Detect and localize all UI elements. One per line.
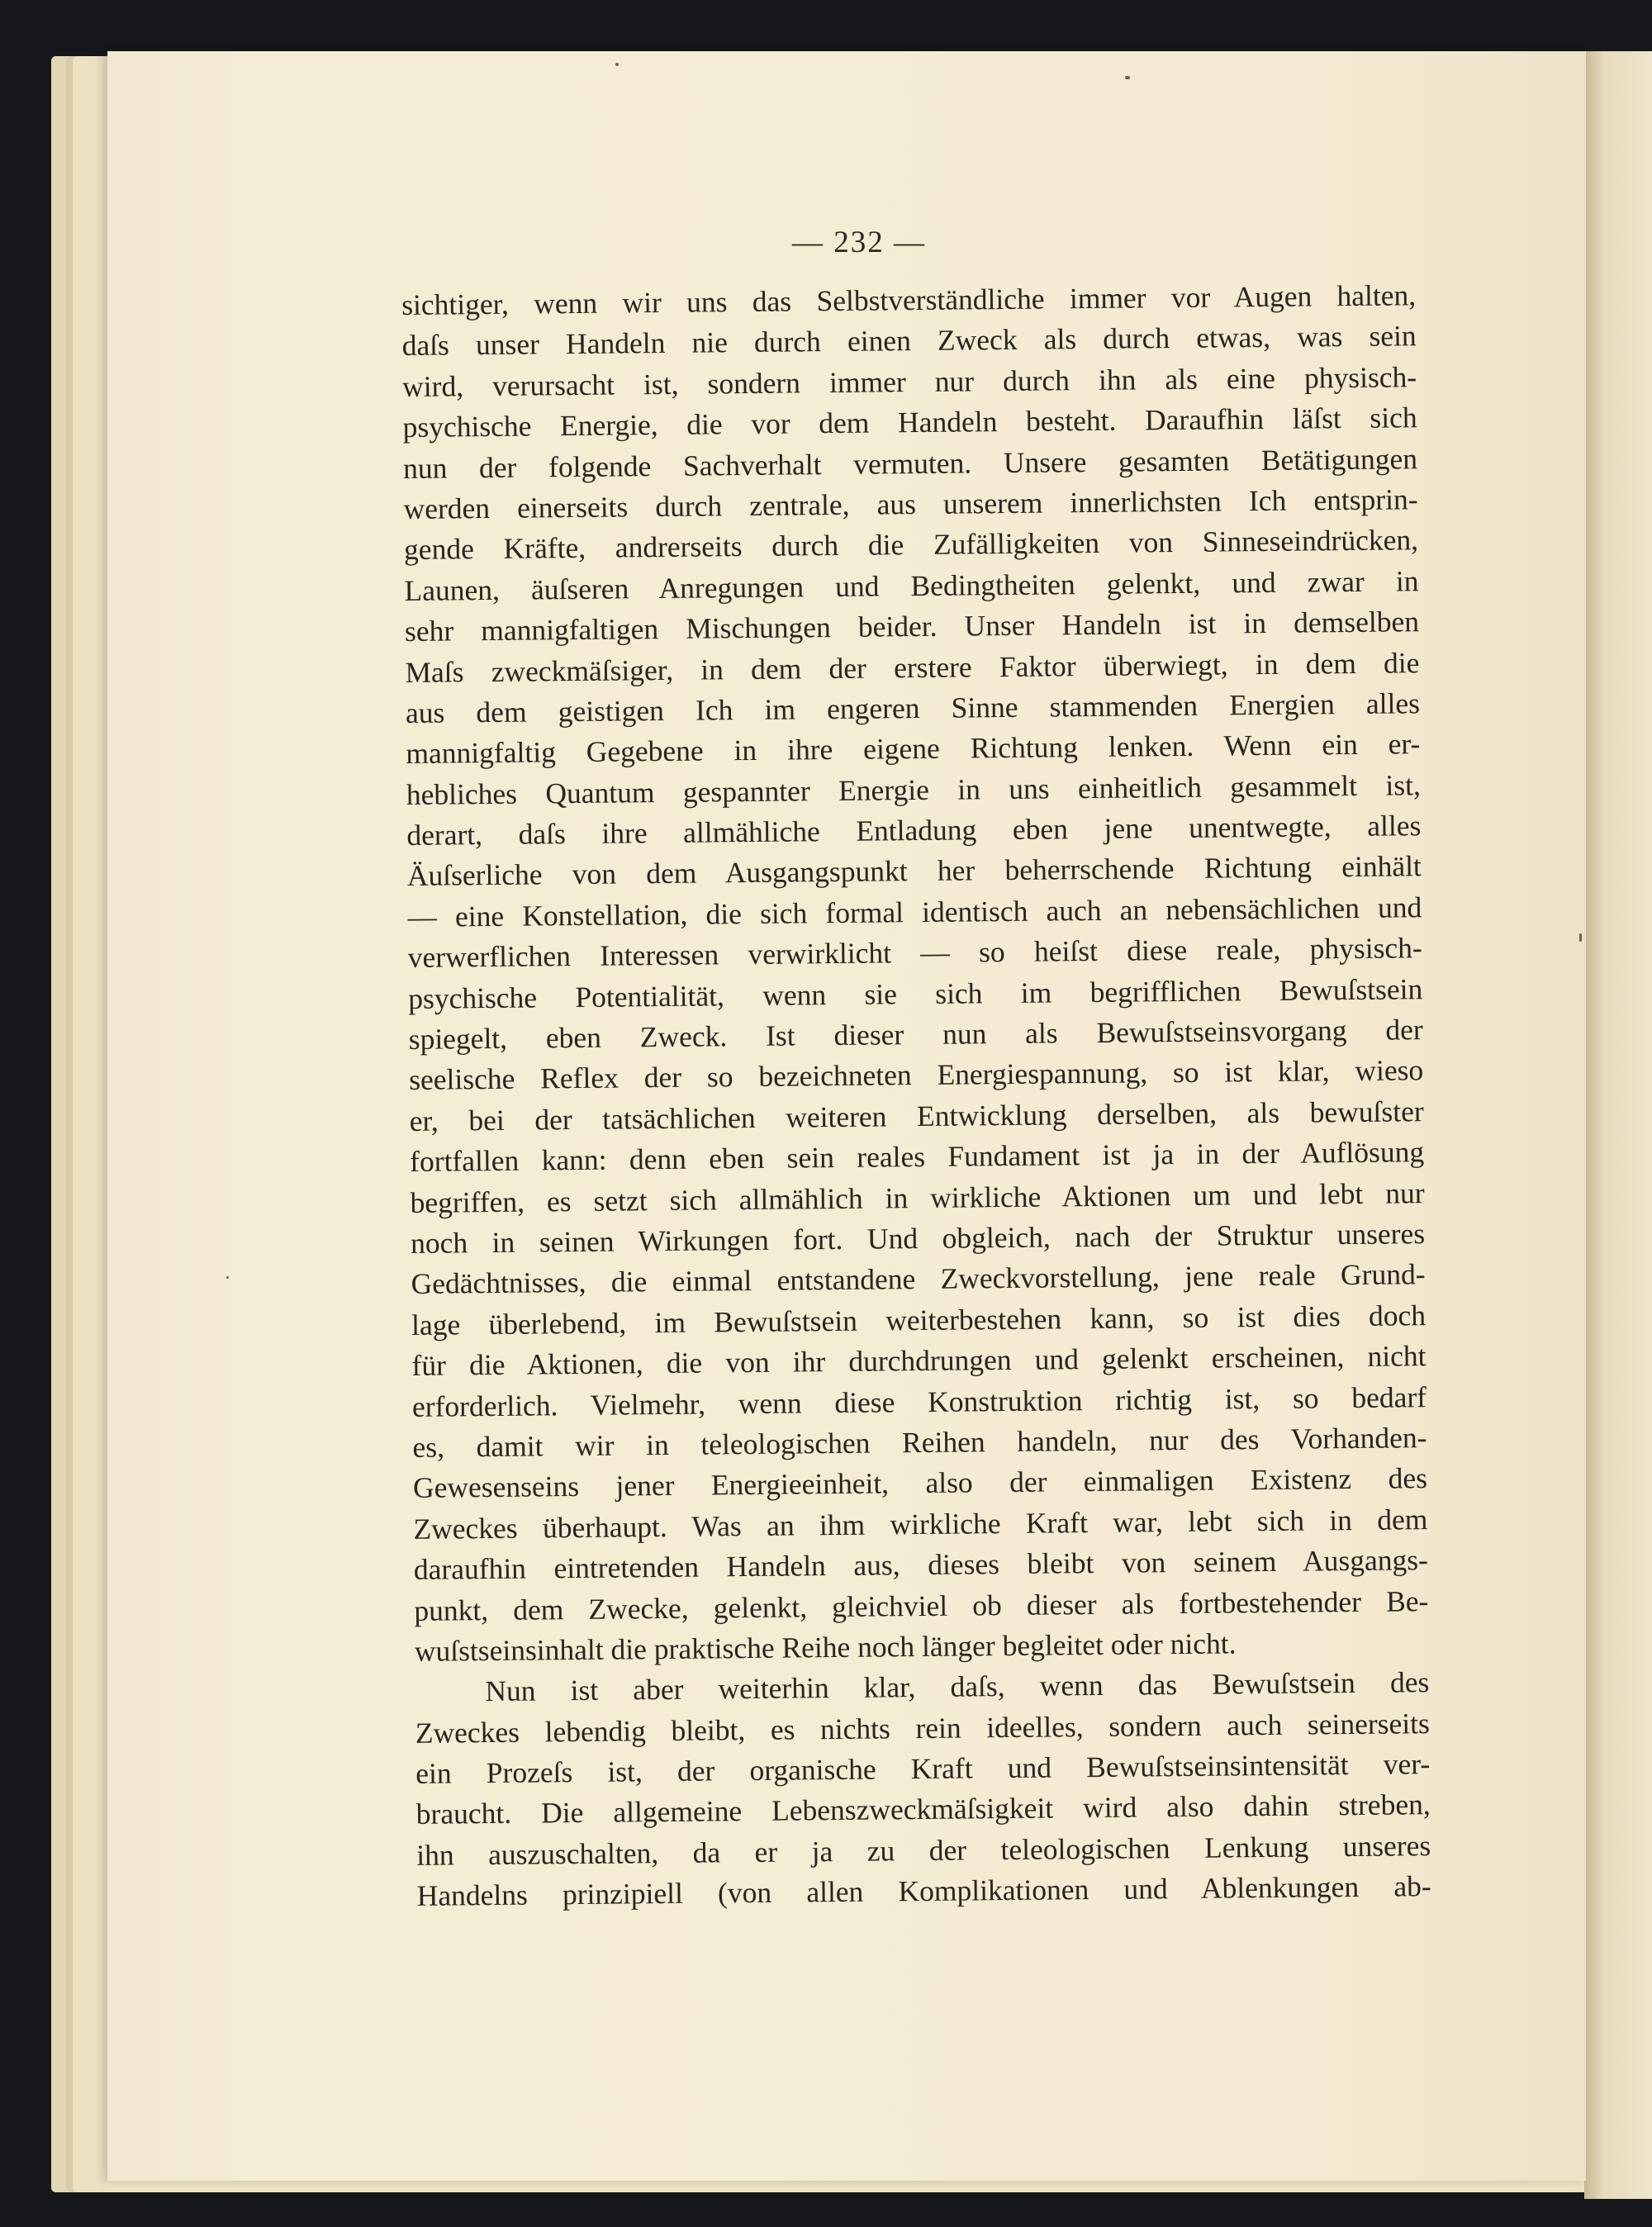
body-text (401, 275, 1431, 1916)
text-line: begriffen, es setzt sich allmählich in wirkliche Aktionen um und lebt nur (410, 1175, 1425, 1219)
text-line: psychische Energie, die vor dem Handeln besteht. Daraufhin läſst sich (402, 401, 1417, 444)
text-line: psychische Potentialität, wenn sie sich im begrifflichen Bewuſstsein (408, 971, 1423, 1015)
text-line: sichtiger, wenn wir uns das Selbstverständliche immer vor Augen halten, (401, 278, 1417, 321)
text-line: Launen, äuſseren Anregungen und Bedingtheiten gelenkt, und zwar in (404, 563, 1419, 607)
text-line: gende Kräfte, andrerseits durch die Zufälligkeiten von Sinneseindrücken, (403, 523, 1419, 567)
text-line: Äuſserliche von dem Ausgangspunkt her beherrschende Richtung einhält (406, 849, 1422, 893)
text-line: wird, verursacht ist, sondern immer nur durch ihn als eine physisch- (401, 359, 1417, 403)
text-line: aus dem geistigen Ich im engeren Sinne stammenden Energien alles (405, 686, 1421, 729)
text-line: punkt, dem Zwecke, gelenkt, gleichviel ob dieser als fortbestehender Be- (414, 1584, 1429, 1627)
text-line: sehr mannigfaltigen Mischungen beider. Unser Handeln ist in demselben (404, 605, 1420, 648)
facing-page-edge (1584, 51, 1652, 2199)
text-line: hebliches Quantum gespannter Energie in uns einheitlich gesammelt ist, (406, 767, 1422, 811)
text-line: daſs unser Handeln nie durch einen Zweck als durch etwas, was sein (401, 319, 1417, 363)
paper-speck (1579, 933, 1582, 942)
paragraph-start-line: Nun ist aber weiterhin klar, daſs, wenn das Bewuſstsein des (485, 1665, 1430, 1708)
text-line: braucht. Die allgemeine Lebenszweckmäſsigkeit wird also dahin streben, (415, 1788, 1431, 1831)
text-line: für die Aktionen, die von ihr durchdrungen und gelenkt erscheinen, nicht (411, 1339, 1427, 1383)
text-line: ihn auszuschalten, da er ja zu der teleologischen Lenkung unseres (416, 1828, 1431, 1872)
text-line: derart, daſs ihre allmähliche Entladung eben jene unentwegte, alles (406, 809, 1422, 852)
text-line: nun der folgende Sachverhalt vermuten. Unsere gesamten Betätigungen (402, 441, 1418, 485)
text-line: werden einerseits durch zentrale, aus unserem innerlichsten Ich entsprin- (403, 482, 1418, 525)
text-line: Zweckes überhaupt. Was an ihm wirkliche Kraft war, lebt sich in dem (413, 1502, 1428, 1546)
text-line: mannigfaltig Gegebene in ihre eigene Richtung lenken. Wenn ein er- (406, 727, 1421, 771)
text-line: ein Prozeſs ist, der organische Kraft und Bewuſstseinsintensität ver- (415, 1747, 1431, 1790)
text-line: spiegelt, eben Zweck. Ist dieser nun als Bewuſstseinsvorgang der (408, 1013, 1423, 1056)
text-line: Handelns prinzipiell (von allen Komplikationen und Ablenkungen ab- (416, 1869, 1431, 1913)
text-line: fortfallen kann: denn eben sein reales Fundament ist ja in der Auflösung (409, 1135, 1425, 1179)
text-line: lage überlebend, im Bewuſstsein weiterbestehen kann, so ist dies doch (411, 1298, 1427, 1341)
paragraph-end-line: wuſstseinsinhalt die praktische Reihe noch länger begleitet oder nicht. (414, 1626, 1237, 1668)
text-line: noch in seinen Wirkungen fort. Und obgleich, nach der Struktur unseres (410, 1217, 1426, 1260)
text-line: — eine Konstellation, die sich formal identisch auch an nebensächlichen und (407, 890, 1422, 933)
text-line: es, damit wir in teleologischen Reihen handeln, nur des Vorhanden- (412, 1421, 1427, 1464)
text-line: Gewesenseins jener Energieeinheit, also der einmaligen Existenz des (412, 1461, 1428, 1505)
text-line: erforderlich. Vielmehr, wenn diese Konstruktion richtig ist, so bedarf (411, 1379, 1427, 1423)
paper-speck (615, 63, 619, 66)
text-line: seelische Reflex der so bezeichneten Energiespannung, so ist klar, wieso (409, 1053, 1424, 1097)
text-line: verwerflichen Interessen verwirklicht — so heiſst diese reale, physisch- (407, 931, 1422, 975)
text-line: daraufhin eintretenden Handeln aus, dieses bleibt von seinem Ausgangs- (413, 1543, 1429, 1587)
text-line: Zweckes lebendig bleibt, es nichts rein ideelles, sondern auch seinerseits (415, 1706, 1430, 1750)
text-line: er, bei der tatsächlichen weiteren Entwicklung derselben, als bewuſster (409, 1094, 1424, 1137)
text-line: Gedächtnisses, die einmal entstandene Zweckvorstellung, jene reale Grund- (411, 1257, 1426, 1301)
paper-speck (1125, 76, 1130, 79)
text-line: Maſs zweckmäſsiger, in dem der erstere Faktor überwiegt, in dem die (405, 645, 1420, 689)
page-number: — 232 — (792, 226, 926, 259)
paper-speck (226, 1276, 229, 1279)
